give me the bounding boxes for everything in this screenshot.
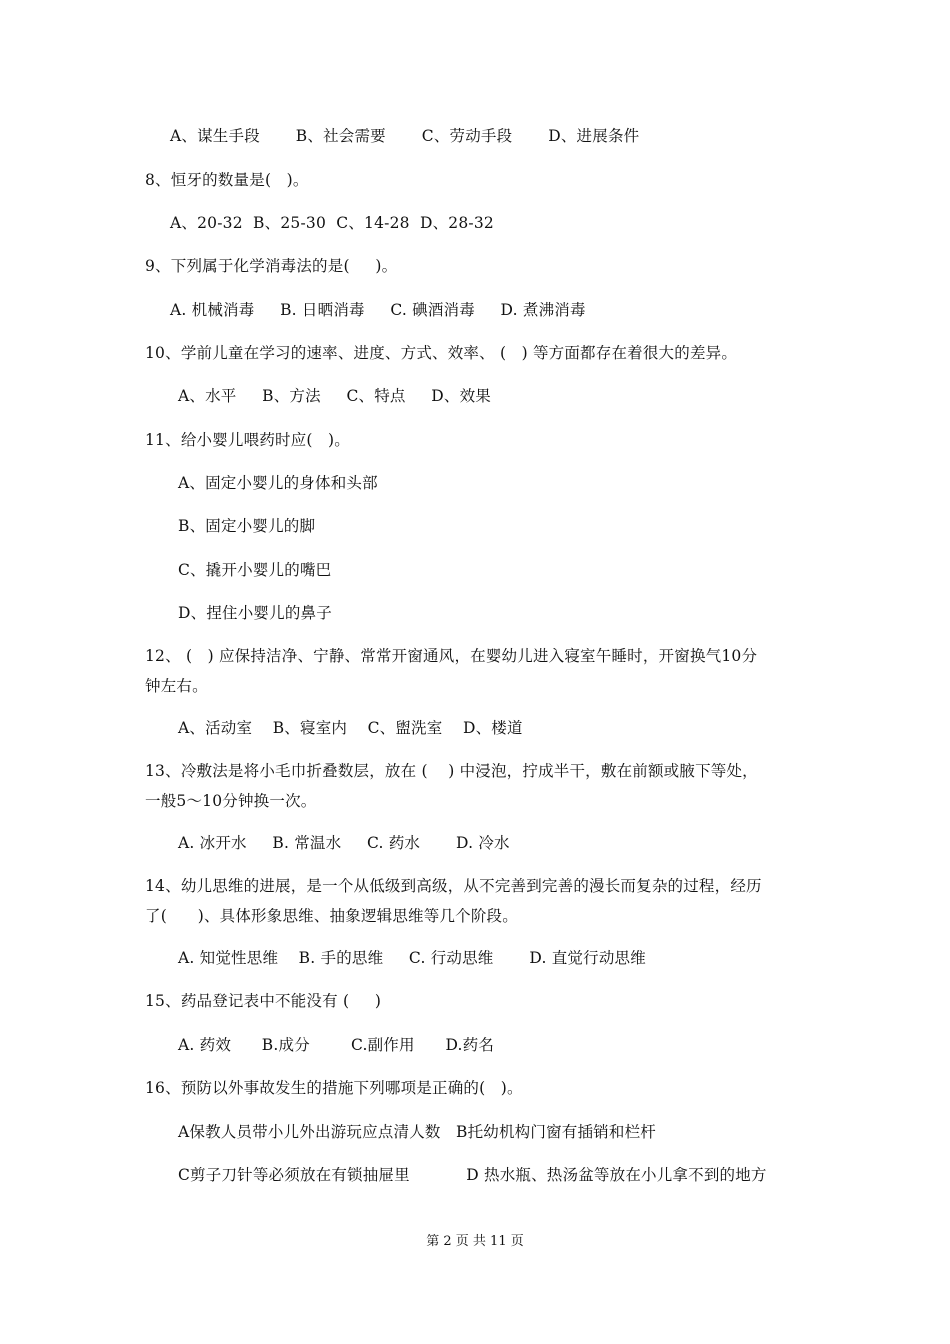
q13-options: A. 冰开水 B. 常温水 C. 药水 D. 冷水	[178, 834, 510, 852]
q11-option-d: D、捏住小婴儿的鼻子	[178, 604, 332, 622]
q9-stem: 9、下列属于化学消毒法的是( )。	[145, 257, 398, 275]
q10-options: A、水平 B、方法 C、特点 D、效果	[178, 387, 491, 405]
q12-stem-line2: 钟左右。	[145, 677, 208, 695]
q15-stem: 15、药品登记表中不能没有 ( )	[145, 992, 382, 1010]
q8-options: A、20-32 B、25-30 C、14-28 D、28-32	[170, 214, 494, 232]
q13-stem-line1: 13、冷敷法是将小毛巾折叠数层，放在 ( ) 中浸泡，拧成半干，敷在前额或腋下等处，	[145, 762, 758, 780]
q16-options-row2: C剪子刀针等必须放在有锁抽屉里 D 热水瓶、热汤盆等放在小儿拿不到的地方	[178, 1166, 767, 1184]
q12-stem-line1: 12、 ( ) 应保持洁净、宁静、常常开窗通风，在婴幼儿进入寝室午睡时，开窗换气10分	[145, 647, 758, 665]
q16-stem: 16、预防以外事故发生的措施下列哪项是正确的( )。	[145, 1079, 523, 1097]
q7-options: A、谋生手段 B、社会需要 C、劳动手段 D、进展条件	[170, 127, 640, 145]
q13-stem-line2: 一般5～10分钟换一次。	[145, 792, 317, 810]
q12-options: A、活动室 B、寝室内 C、盥洗室 D、楼道	[178, 719, 523, 737]
q9-options: A. 机械消毒 B. 日晒消毒 C. 碘酒消毒 D. 煮沸消毒	[170, 301, 586, 319]
q14-stem-line2: 了( )、具体形象思维、抽象逻辑思维等几个阶段。	[145, 907, 518, 925]
q11-option-b: B、固定小婴儿的脚	[178, 517, 316, 535]
q10-stem: 10、学前儿童在学习的速率、进度、方式、效率、 ( ) 等方面都存在着很大的差异。	[145, 344, 738, 362]
q14-stem-line1: 14、幼儿思维的进展，是一个从低级到高级，从不完善到完善的漫长而复杂的过程，经历	[145, 877, 762, 895]
q16-options-row1: A保教人员带小儿外出游玩应点清人数 B托幼机构门窗有插销和栏杆	[178, 1123, 656, 1141]
q11-option-a: A、固定小婴儿的身体和头部	[178, 474, 378, 492]
q11-option-c: C、撬开小婴儿的嘴巴	[178, 561, 332, 579]
page-number: 第 2 页 共 11 页	[426, 1234, 524, 1249]
q11-stem: 11、给小婴儿喂药时应( )。	[145, 431, 350, 449]
q8-stem: 8、恒牙的数量是( )。	[145, 171, 309, 189]
q14-options: A. 知觉性思维 B. 手的思维 C. 行动思维 D. 直觉行动思维	[178, 949, 646, 967]
q15-options: A. 药效 B.成分 C.副作用 D.药名	[178, 1036, 495, 1054]
